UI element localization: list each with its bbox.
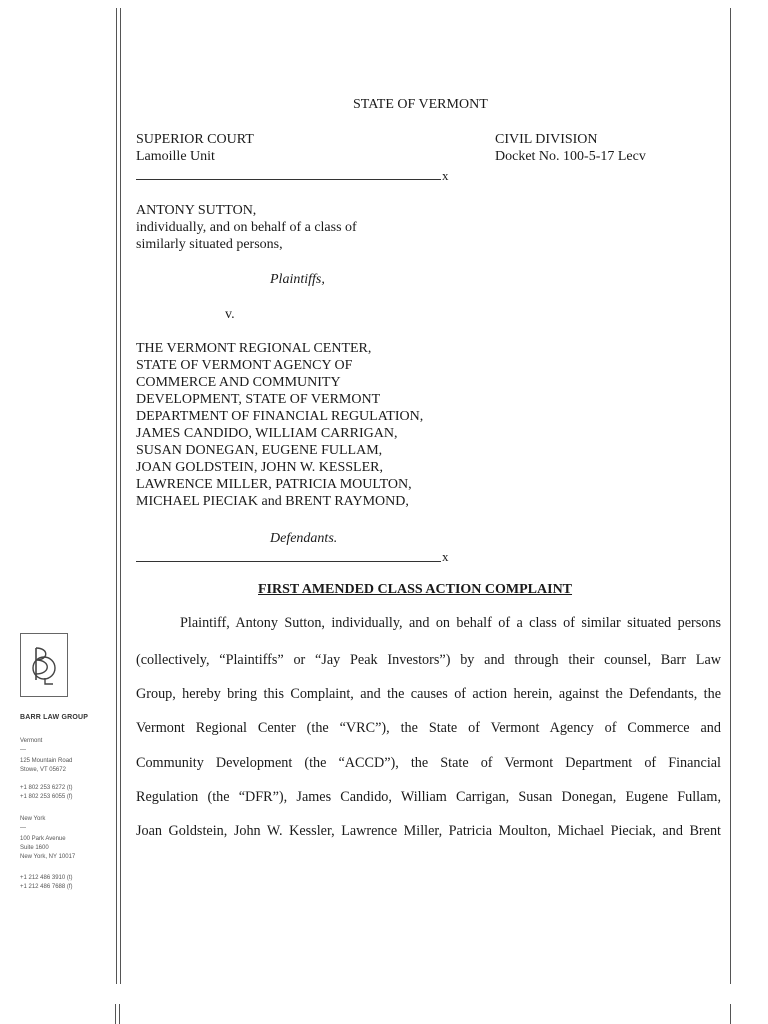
- plaintiff-line: similarly situated persons,: [136, 237, 283, 252]
- body-line: Plaintiff, Antony Sutton, individually, and on behalf of a class of similar situated persons: [180, 615, 721, 631]
- docket-number: Docket No. 100-5-17 Lecv: [495, 149, 646, 164]
- defendant-line: JOAN GOLDSTEIN, JOHN W. KESSLER,: [136, 460, 383, 475]
- plaintiff-line: ANTONY SUTTON,: [136, 203, 257, 218]
- body-line: Vermont Regional Center (the “VRC”), the State of Vermont Agency of Commerce and: [136, 720, 721, 736]
- office-divider: —: [20, 825, 26, 831]
- firm-name: BARR LAW GROUP: [20, 714, 89, 721]
- body-line: Group, hereby bring this Complaint, and the causes of action herein, against the Defendants, the: [136, 686, 721, 702]
- division-name: CIVIL DIVISION: [495, 132, 598, 147]
- office-newyork-fax: +1 212 486 7688 (f): [20, 884, 73, 890]
- office-newyork-phone: +1 212 486 3910 (t): [20, 875, 73, 881]
- court-unit: Lamoille Unit: [136, 149, 215, 164]
- defendant-line: DEPARTMENT OF FINANCIAL REGULATION,: [136, 409, 424, 424]
- office-vermont-name: Vermont: [20, 738, 43, 744]
- defendant-line: DEVELOPMENT, STATE OF VERMONT: [136, 392, 381, 407]
- office-vermont-street: 125 Mountain Road: [20, 758, 73, 764]
- caption-rule-top: [136, 179, 441, 180]
- office-newyork-city: New York, NY 10017: [20, 854, 76, 860]
- versus: v.: [225, 307, 235, 322]
- defendant-line: JAMES CANDIDO, WILLIAM CARRIGAN,: [136, 426, 398, 441]
- bottom-left-mark-2: [119, 1004, 120, 1024]
- court-name: SUPERIOR COURT: [136, 132, 254, 147]
- defendants-label: Defendants.: [270, 531, 338, 546]
- bl-monogram-icon: [20, 633, 68, 697]
- office-divider: —: [20, 747, 26, 753]
- left-margin-line: [116, 8, 117, 984]
- left-margin-line-inner: [120, 8, 121, 984]
- defendant-line: STATE OF VERMONT AGENCY OF: [136, 358, 353, 373]
- document-title: FIRST AMENDED CLASS ACTION COMPLAINT: [258, 582, 573, 597]
- plaintiffs-label: Plaintiffs,: [270, 272, 325, 287]
- state-heading: STATE OF VERMONT: [353, 97, 488, 112]
- body-line: Regulation (the “DFR”), James Candido, William Carrigan, Susan Donegan, Eugene Fullam,: [136, 789, 721, 805]
- office-newyork-name: New York: [20, 816, 46, 822]
- caption-rule-bottom-mark: x: [442, 549, 449, 564]
- caption-rule-bottom: [136, 561, 441, 562]
- office-newyork-suite: Suite 1600: [20, 845, 49, 851]
- body-line: Community Development (the “ACCD”), the State of Vermont Department of Financial: [136, 755, 721, 771]
- caption-rule-top-mark: x: [442, 168, 449, 183]
- plaintiff-line: individually, and on behalf of a class of: [136, 220, 357, 235]
- defendant-line: THE VERMONT REGIONAL CENTER,: [136, 341, 372, 356]
- bottom-right-mark: [730, 1004, 731, 1024]
- body-line: Joan Goldstein, John W. Kessler, Lawrence Miller, Patricia Moulton, Michael Pieciak, and Brent: [136, 823, 721, 839]
- office-vermont-fax: +1 802 253 6055 (f): [20, 794, 73, 800]
- right-margin-line: [730, 8, 731, 984]
- body-line: (collectively, “Plaintiffs” or “Jay Peak Investors”) by and through their counsel, Barr Law: [136, 652, 721, 668]
- defendant-line: MICHAEL PIECIAK and BRENT RAYMOND,: [136, 494, 409, 509]
- office-newyork-street: 100 Park Avenue: [20, 836, 66, 842]
- defendant-line: COMMERCE AND COMMUNITY: [136, 375, 341, 390]
- office-vermont-city: Stowe, VT 05672: [20, 767, 66, 773]
- defendant-line: LAWRENCE MILLER, PATRICIA MOULTON,: [136, 477, 412, 492]
- office-vermont-phone: +1 802 253 6272 (t): [20, 785, 73, 791]
- bottom-left-mark: [115, 1004, 116, 1024]
- defendant-line: SUSAN DONEGAN, EUGENE FULLAM,: [136, 443, 383, 458]
